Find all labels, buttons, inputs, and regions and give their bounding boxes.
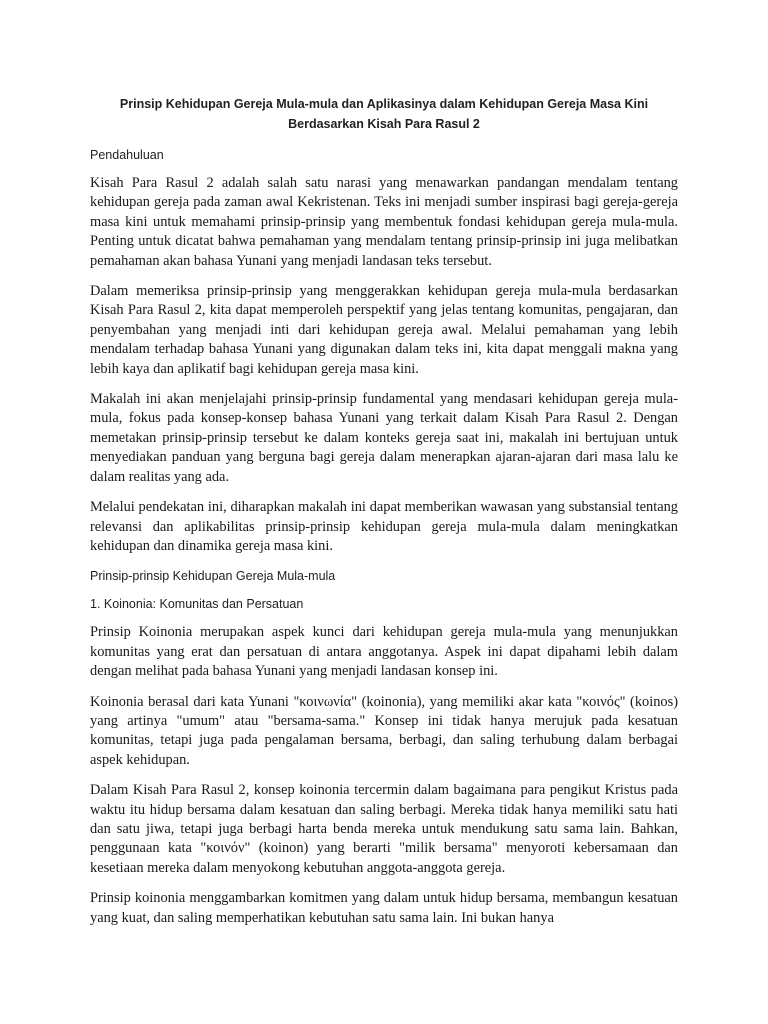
- paragraph: Koinonia berasal dari kata Yunani "κοινωνία" (koinonia), yang memiliki akar kata "κοινός" (koinos) yang artinya "umum" atau "bersama-sama." Konsep ini tidak hanya merujuk pada kesatuan komunitas, tetapi juga pada pengalaman bersama, berbagi, dan saling terhubung dalam berbagai aspek kehidupan.: [90, 693, 678, 768]
- paragraph: Kisah Para Rasul 2 adalah salah satu narasi yang menawarkan pandangan mendalam tentang kehidupan gereja pada zaman awal Kekristenan. Teks ini menjadi sumber inspirasi bagi gereja-gereja masa kini untuk memahami prinsip-prinsip yang membentuk fondasi kehidupan gereja mula-mula. Penting untuk dicatat bahwa pemahaman yang mendalam tentang prinsip-prinsip ini juga melibatkan pemahaman akan bahasa Yunani yang menjadi landasan teks tersebut.: [90, 175, 678, 269]
- paragraph: Makalah ini akan menjelajahi prinsip-prinsip fundamental yang mendasari kehidupan gereja mula-mula, fokus pada konsep-konsep bahasa Yunani yang terkait dalam Kisah Para Rasul 2. Dengan memetakan prinsip-prinsip tersebut ke dalam konteks gereja saat ini, makalah ini bertujuan untuk menyediakan panduan yang berguna bagi gereja dalam menerapkan ajaran-ajaran dari masa lalu ke dalam realitas yang ada.: [90, 391, 678, 485]
- paragraph: Melalui pendekatan ini, diharapkan makalah ini dapat memberikan wawasan yang substansial tentang relevansi dan aplikabilitas prinsip-prinsip kehidupan gereja mula-mula dalam meningkatkan kehidupan dan dinamika gereja masa kini.: [90, 499, 678, 554]
- subsection-heading-koinonia: 1. Koinonia: Komunitas dan Persatuan: [90, 597, 304, 612]
- section-heading-prinsip: Prinsip-prinsip Kehidupan Gereja Mula-mula: [90, 569, 336, 584]
- paragraph: Dalam Kisah Para Rasul 2, konsep koinonia tercermin dalam bagaimana para pengikut Kristus pada waktu itu hidup bersama dalam kesatuan dan saling berbagi. Mereka tidak hanya memiliki satu hati dan satu jiwa, tetapi juga berbagi harta benda mereka untuk mendukung satu sama lain. Bahkan, penggunaan kata "κοινόν" (koinon) yang berarti "milik bersama" menyoroti kebersamaan dan kesetiaan mereka dalam menyokong kebutuhan anggota-anggota gereja.: [90, 782, 678, 876]
- paragraph: Prinsip Koinonia merupakan aspek kunci dari kehidupan gereja mula-mula yang menunjukkan komunitas yang erat dan persatuan di antara anggotanya. Aspek ini dapat dipahami lebih dalam dengan melihat pada bahasa Yunani yang menjadi landasan konsep ini.: [90, 624, 678, 680]
- paragraph: Prinsip koinonia menggambarkan komitmen yang dalam untuk hidup bersama, membangun kesatuan yang kuat, dan saling memperhatikan kebutuhan satu sama lain. Ini bukan hanya: [90, 890, 678, 926]
- document-title: Prinsip Kehidupan Gereja Mula-mula dan Aplikasinya dalam Kehidupan Gereja Masa Kini Berdasarkan Kisah Para Rasul 2: [119, 97, 649, 131]
- section-heading-pendahuluan: Pendahuluan: [90, 148, 164, 162]
- paragraph: Dalam memeriksa prinsip-prinsip yang menggerakkan kehidupan gereja mula-mula berdasarkan Kisah Para Rasul 2, kita dapat memperoleh perspektif yang jelas tentang komunitas, pengajaran, dan penyembahan yang menjadi inti dari kehidupan gereja awal. Melalui pemahaman yang lebih mendalam terhadap bahasa Yunani yang digunakan dalam teks ini, kita dapat menggali makna yang lebih kaya dan aplikatif bagi kehidupan gereja masa kini.: [90, 283, 678, 377]
- document-page: [90, 94, 678, 939]
